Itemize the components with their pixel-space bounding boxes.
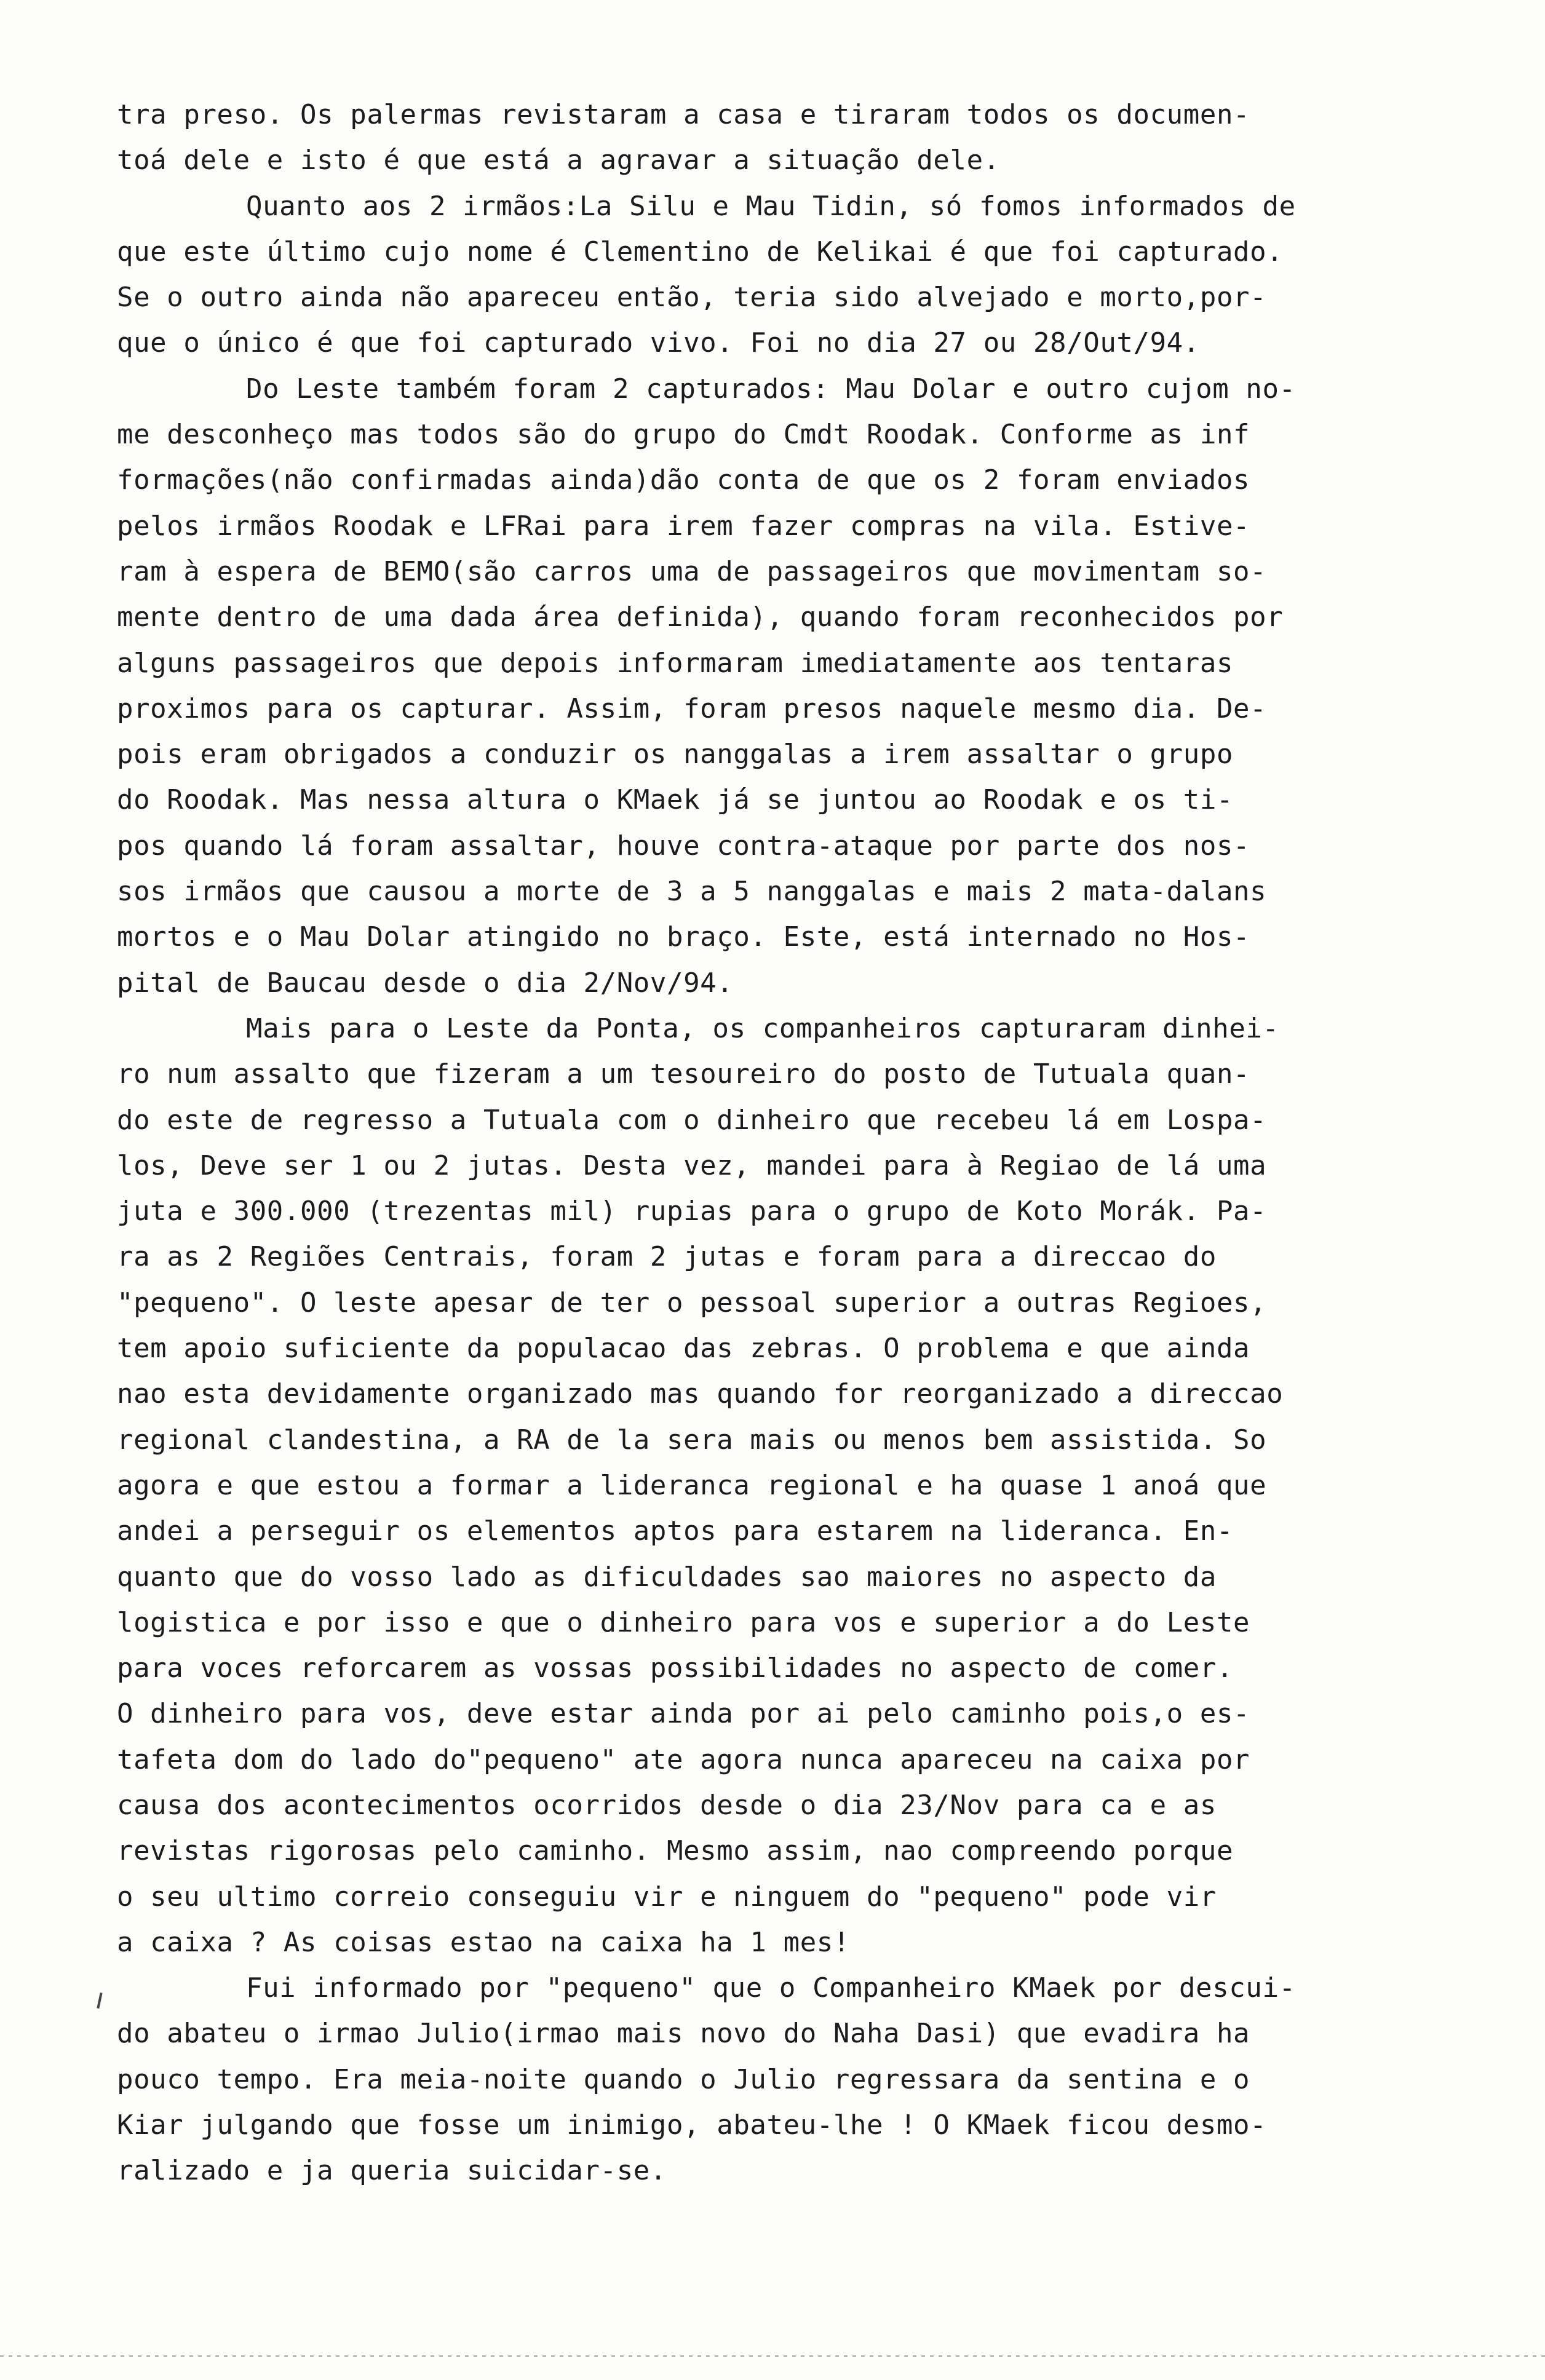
text-line: o seu ultimo correio conseguiu vir e ninguem do "pequeno" pode vir — [117, 1881, 1217, 1913]
text-line: pelos irmãos Roodak e LFRai para irem fazer compras na vila. Estive- — [117, 510, 1250, 542]
text-line: regional clandestina, a RA de la sera mais ou menos bem assistida. So — [117, 1424, 1267, 1456]
letter-body — [117, 92, 1458, 2194]
text-line: pital de Baucau desde o dia 2/Nov/94. — [117, 967, 734, 999]
text-line: tafeta dom do lado do"pequeno" ate agora nunca apareceu na caixa por — [117, 1743, 1250, 1775]
text-line: ralizado e ja queria suicidar-se. — [117, 2155, 667, 2187]
text-line: do abateu o irmao Julio(irmao mais novo do Naha Dasi) que evadira ha — [117, 2018, 1250, 2050]
text-line: ra as 2 Regiões Centrais, foram 2 jutas e foram para a direccao do — [117, 1241, 1217, 1273]
paragraph-start-line: Do Leste também foram 2 capturados: Mau Dolar e outro cujom no- — [246, 373, 1296, 405]
text-line: revistas rigorosas pelo caminho. Mesmo assim, nao compreendo porque — [117, 1835, 1234, 1867]
text-line: ram à espera de BEMO(são carros uma de passageiros que movimentam so- — [117, 555, 1267, 587]
text-line: mortos e o Mau Dolar atingido no braço. Este, está internado no Hos- — [117, 921, 1250, 953]
text-line: que o único é que foi capturado vivo. Foi no dia 27 ou 28/Out/94. — [117, 327, 1200, 359]
text-line: mente dentro de uma dada área definida), quando foram reconhecidos por — [117, 601, 1284, 633]
text-line: sos irmãos que causou a morte de 3 a 5 nanggalas e mais 2 mata-dalans — [117, 876, 1267, 908]
text-line: los, Deve ser 1 ou 2 jutas. Desta vez, mandei para à Regiao de lá uma — [117, 1149, 1267, 1181]
text-line: toá dele e isto é que está a agravar a situação dele. — [117, 145, 1000, 177]
text-line: andei a perseguir os elementos aptos para estarem na lideranca. En- — [117, 1515, 1234, 1547]
scan-edge-rule — [0, 2355, 1545, 2357]
paragraph-start-line: Quanto aos 2 irmãos:La Silu e Mau Tidin, só fomos informados de — [246, 190, 1296, 222]
text-line: do este de regresso a Tutuala com o dinheiro que recebeu lá em Lospa- — [117, 1104, 1267, 1136]
text-line: para voces reforcarem as vossas possibilidades no aspecto de comer. — [117, 1652, 1234, 1684]
text-line: proximos para os capturar. Assim, foram presos naquele mesmo dia. De- — [117, 692, 1267, 724]
paragraph-start-line: Fui informado por "pequeno" que o Companheiro KMaek por descui- — [246, 1972, 1296, 2004]
text-line: quanto que do vosso lado as dificuldades sao maiores no aspecto da — [117, 1561, 1217, 1593]
text-line: nao esta devidamente organizado mas quando for reorganizado a direccao — [117, 1378, 1284, 1410]
stray-pen-mark — [97, 1993, 102, 2009]
text-line: "pequeno". O leste apesar de ter o pessoal superior a outras Regioes, — [117, 1287, 1267, 1319]
text-line: me desconheço mas todos são do grupo do Cmdt Roodak. Conforme as inf — [117, 419, 1250, 451]
text-line: Se o outro ainda não apareceu então, teria sido alvejado e morto,por- — [117, 282, 1267, 314]
text-line: logistica e por isso e que o dinheiro para vos e superior a do Leste — [117, 1606, 1250, 1638]
text-line: ro num assalto que fizeram a um tesoureiro do posto de Tutuala quan- — [117, 1058, 1250, 1090]
text-line: tem apoio suficiente da populacao das zebras. O problema e que ainda — [117, 1333, 1250, 1365]
text-line: a caixa ? As coisas estao na caixa ha 1 mes! — [117, 1926, 850, 1958]
text-line: alguns passageiros que depois informaram imediatamente aos tentaras — [117, 647, 1234, 679]
text-line: pois eram obrigados a conduzir os nanggalas a irem assaltar o grupo — [117, 739, 1234, 771]
text-line: juta e 300.000 (trezentas mil) rupias para o grupo de Koto Morák. Pa- — [117, 1196, 1267, 1228]
paragraph-start-line: Mais para o Leste da Ponta, os companheiros capturaram dinhei- — [246, 1012, 1279, 1044]
text-line: tra preso. Os palermas revistaram a casa e tiraram todos os documen- — [117, 99, 1250, 130]
text-line: que este último cujo nome é Clementino de Kelikai é que foi capturado. — [117, 236, 1284, 268]
text-line: O dinheiro para vos, deve estar ainda por ai pelo caminho pois,o es- — [117, 1698, 1250, 1730]
text-line: causa dos acontecimentos ocorridos desde o dia 23/Nov para ca e as — [117, 1789, 1217, 1821]
text-line: pouco tempo. Era meia-noite quando o Julio regressara da sentina e o — [117, 2063, 1250, 2095]
text-line: formações(não confirmadas ainda)dão conta de que os 2 foram enviados — [117, 464, 1250, 496]
text-line: agora e que estou a formar a lideranca regional e ha quase 1 anoá que — [117, 1469, 1267, 1501]
text-line: Kiar julgando que fosse um inimigo, abateu-lhe ! O KMaek ficou desmo- — [117, 2109, 1267, 2141]
text-line: pos quando lá foram assaltar, houve contra-ataque por parte dos nos- — [117, 830, 1250, 862]
text-line: do Roodak. Mas nessa altura o KMaek já se juntou ao Roodak e os ti- — [117, 784, 1234, 816]
